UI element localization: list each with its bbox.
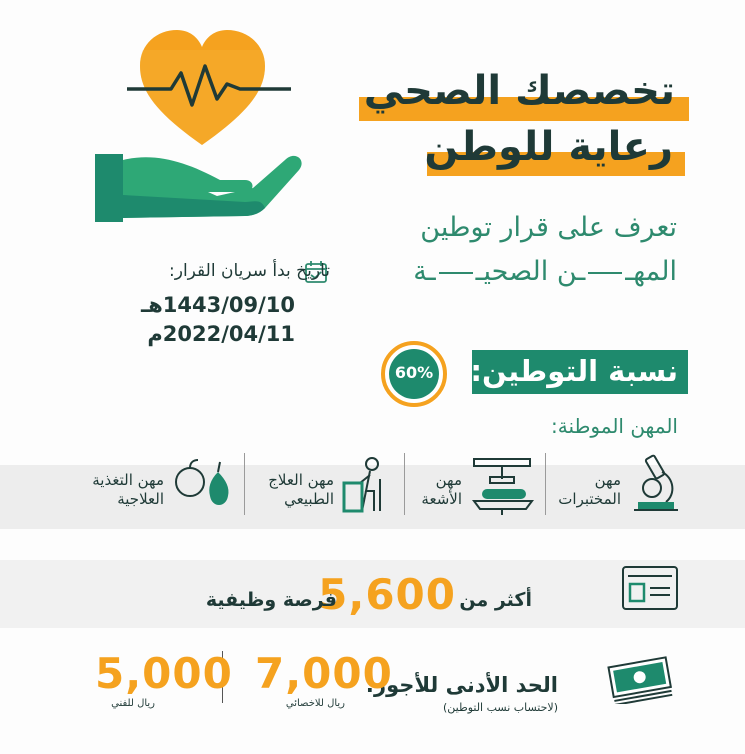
specialist-wage: 7,000 [255,649,393,698]
intro-line-1: تعرف على قرار توطين [420,212,677,243]
microscope-icon [630,452,680,514]
heart-hand-icon [95,20,310,235]
id-card-icon [620,564,680,614]
profession-label: مهن الأشعة [421,471,462,508]
money-stack-icon [605,654,677,704]
wages-title: الحد الأدنى للأجور: [365,673,558,697]
profession-label: مهن العلاج الطبيعي [268,471,334,508]
effective-date-hijri: 1443/09/10هـ [141,293,295,317]
wages-note: (لاحتساب نسب التوطين) [442,701,558,714]
ratio-label: نسبة التوطين: [470,354,678,388]
effective-date-label: تاريخ بدأ سريان القرار: [169,261,330,281]
profession-label: مهن المختبرات [558,471,621,508]
radiology-icon [470,455,536,517]
effective-date-gregorian: 2022/04/11م [147,322,295,346]
intro-line-2: المهــن الصحيــة [413,256,677,287]
jobs-number: 5,600 [318,570,456,619]
technician-wage: 5,000 [95,649,233,698]
ratio-value: 60% [394,363,434,382]
fruits-icon [170,458,236,512]
professions-title: المهن الموطنة: [551,414,678,438]
divider [244,453,245,515]
page-subtitle: رعاية للوطن [424,124,673,170]
profession-label: مهن التغذية العلاجية [92,471,164,508]
page-title: تخصصك الصحي [363,68,675,114]
jobs-prefix: أكثر من [459,589,532,611]
specialist-caption: ريال للاخصائي [285,698,345,709]
jobs-suffix: فرصة وظيفية [205,589,337,611]
divider [545,453,546,515]
technician-caption: ريال للفني [111,698,155,709]
physiotherapy-icon [340,455,390,515]
divider [404,453,405,515]
